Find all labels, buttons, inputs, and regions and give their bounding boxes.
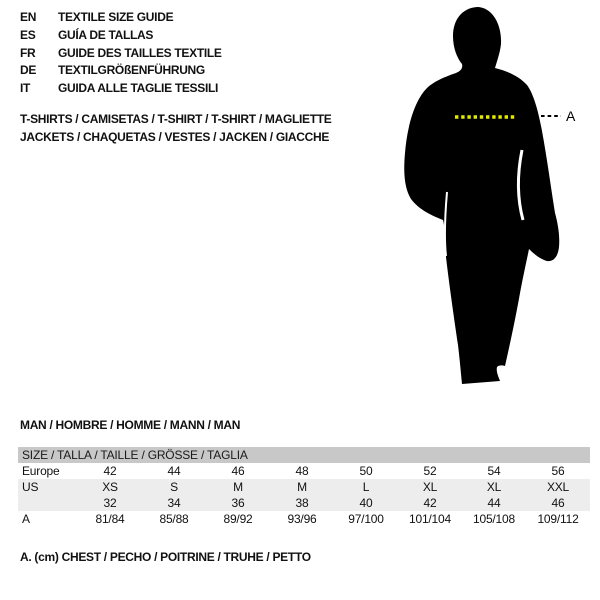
list-item <box>20 27 222 45</box>
size-table-header: SIZE / TALLA / TAILLE / GRÖSSE / TAGLIA <box>18 447 590 463</box>
table-cell: 38 <box>295 496 309 510</box>
table-cell: M <box>233 480 243 494</box>
list-item <box>20 45 222 63</box>
table-cell: S <box>170 480 178 494</box>
language-title: TEXTILGRÖßENFÜHRUNG <box>58 63 205 78</box>
table-cell: 81/84 <box>95 512 125 526</box>
table-cell: 46 <box>551 496 565 510</box>
table-cell: 46 <box>231 464 245 478</box>
table-cell: 56 <box>551 464 565 478</box>
table-cell: L <box>362 480 370 494</box>
measure-label-a: A <box>566 108 576 124</box>
language-title: GUÍA DE TALLAS <box>58 27 154 42</box>
language-title: GUIDE DES TAILLES TEXTILE <box>58 45 222 60</box>
table-cell: 105/108 <box>473 512 515 526</box>
category-line-jackets: JACKETS / CHAQUETAS / VESTES / JACKEN / GIACCHE <box>20 130 330 144</box>
table-cell: 42 <box>103 464 117 478</box>
table-cell: 97/100 <box>348 512 384 526</box>
table-cell: 48 <box>295 464 309 478</box>
table-cell: 44 <box>487 496 501 510</box>
table-cell: 42 <box>423 496 437 510</box>
table-row-us <box>18 479 590 495</box>
language-title: GUIDA ALLE TAGLIE TESSILI <box>58 81 219 96</box>
language-code: DE <box>20 63 37 78</box>
language-code: FR <box>20 45 36 60</box>
table-cell: XS <box>102 480 118 494</box>
table-row-us-numeric <box>18 495 590 511</box>
row-label: A <box>22 512 30 526</box>
table-cell: XL <box>486 480 502 494</box>
table-cell: 44 <box>167 464 181 478</box>
table-row-chest-cm <box>18 511 590 527</box>
category-line-tshirts: T-SHIRTS / CAMISETAS / T-SHIRT / T-SHIRT / MAGLIETTE <box>20 112 332 126</box>
man-silhouette-shape <box>404 7 559 384</box>
table-cell: 50 <box>359 464 373 478</box>
list-item <box>20 80 222 98</box>
table-cell: 109/112 <box>537 512 579 526</box>
table-cell: 34 <box>167 496 181 510</box>
measurement-footnote: A. (cm) CHEST / PECHO / POITRINE / TRUHE / PETTO <box>20 550 311 564</box>
garment-categories <box>20 110 332 146</box>
size-table <box>18 447 590 527</box>
row-label <box>18 495 78 511</box>
man-silhouette-svg <box>395 0 600 400</box>
table-cell: XL <box>422 480 438 494</box>
table-cell: 40 <box>359 496 373 510</box>
table-cell: 89/92 <box>223 512 253 526</box>
row-label: US <box>22 480 39 494</box>
table-cell: 101/104 <box>409 512 451 526</box>
language-list <box>20 9 222 98</box>
language-code: ES <box>20 27 36 42</box>
language-code: IT <box>20 81 31 96</box>
table-cell: M <box>297 480 307 494</box>
list-item <box>20 9 222 27</box>
row-label: Europe <box>22 464 60 478</box>
language-title: TEXTILE SIZE GUIDE <box>58 10 174 24</box>
table-row-europe <box>18 463 590 479</box>
language-code: EN <box>20 10 37 24</box>
section-title: MAN / HOMBRE / HOMME / MANN / MAN <box>20 418 241 432</box>
list-item <box>20 62 222 80</box>
table-cell: 36 <box>231 496 245 510</box>
table-cell: 32 <box>103 496 117 510</box>
table-cell: 54 <box>487 464 501 478</box>
man-silhouette-figure <box>395 0 600 400</box>
table-cell: 85/88 <box>159 512 189 526</box>
table-cell: XXL <box>546 480 570 494</box>
table-cell: 52 <box>423 464 437 478</box>
table-cell: 93/96 <box>287 512 317 526</box>
